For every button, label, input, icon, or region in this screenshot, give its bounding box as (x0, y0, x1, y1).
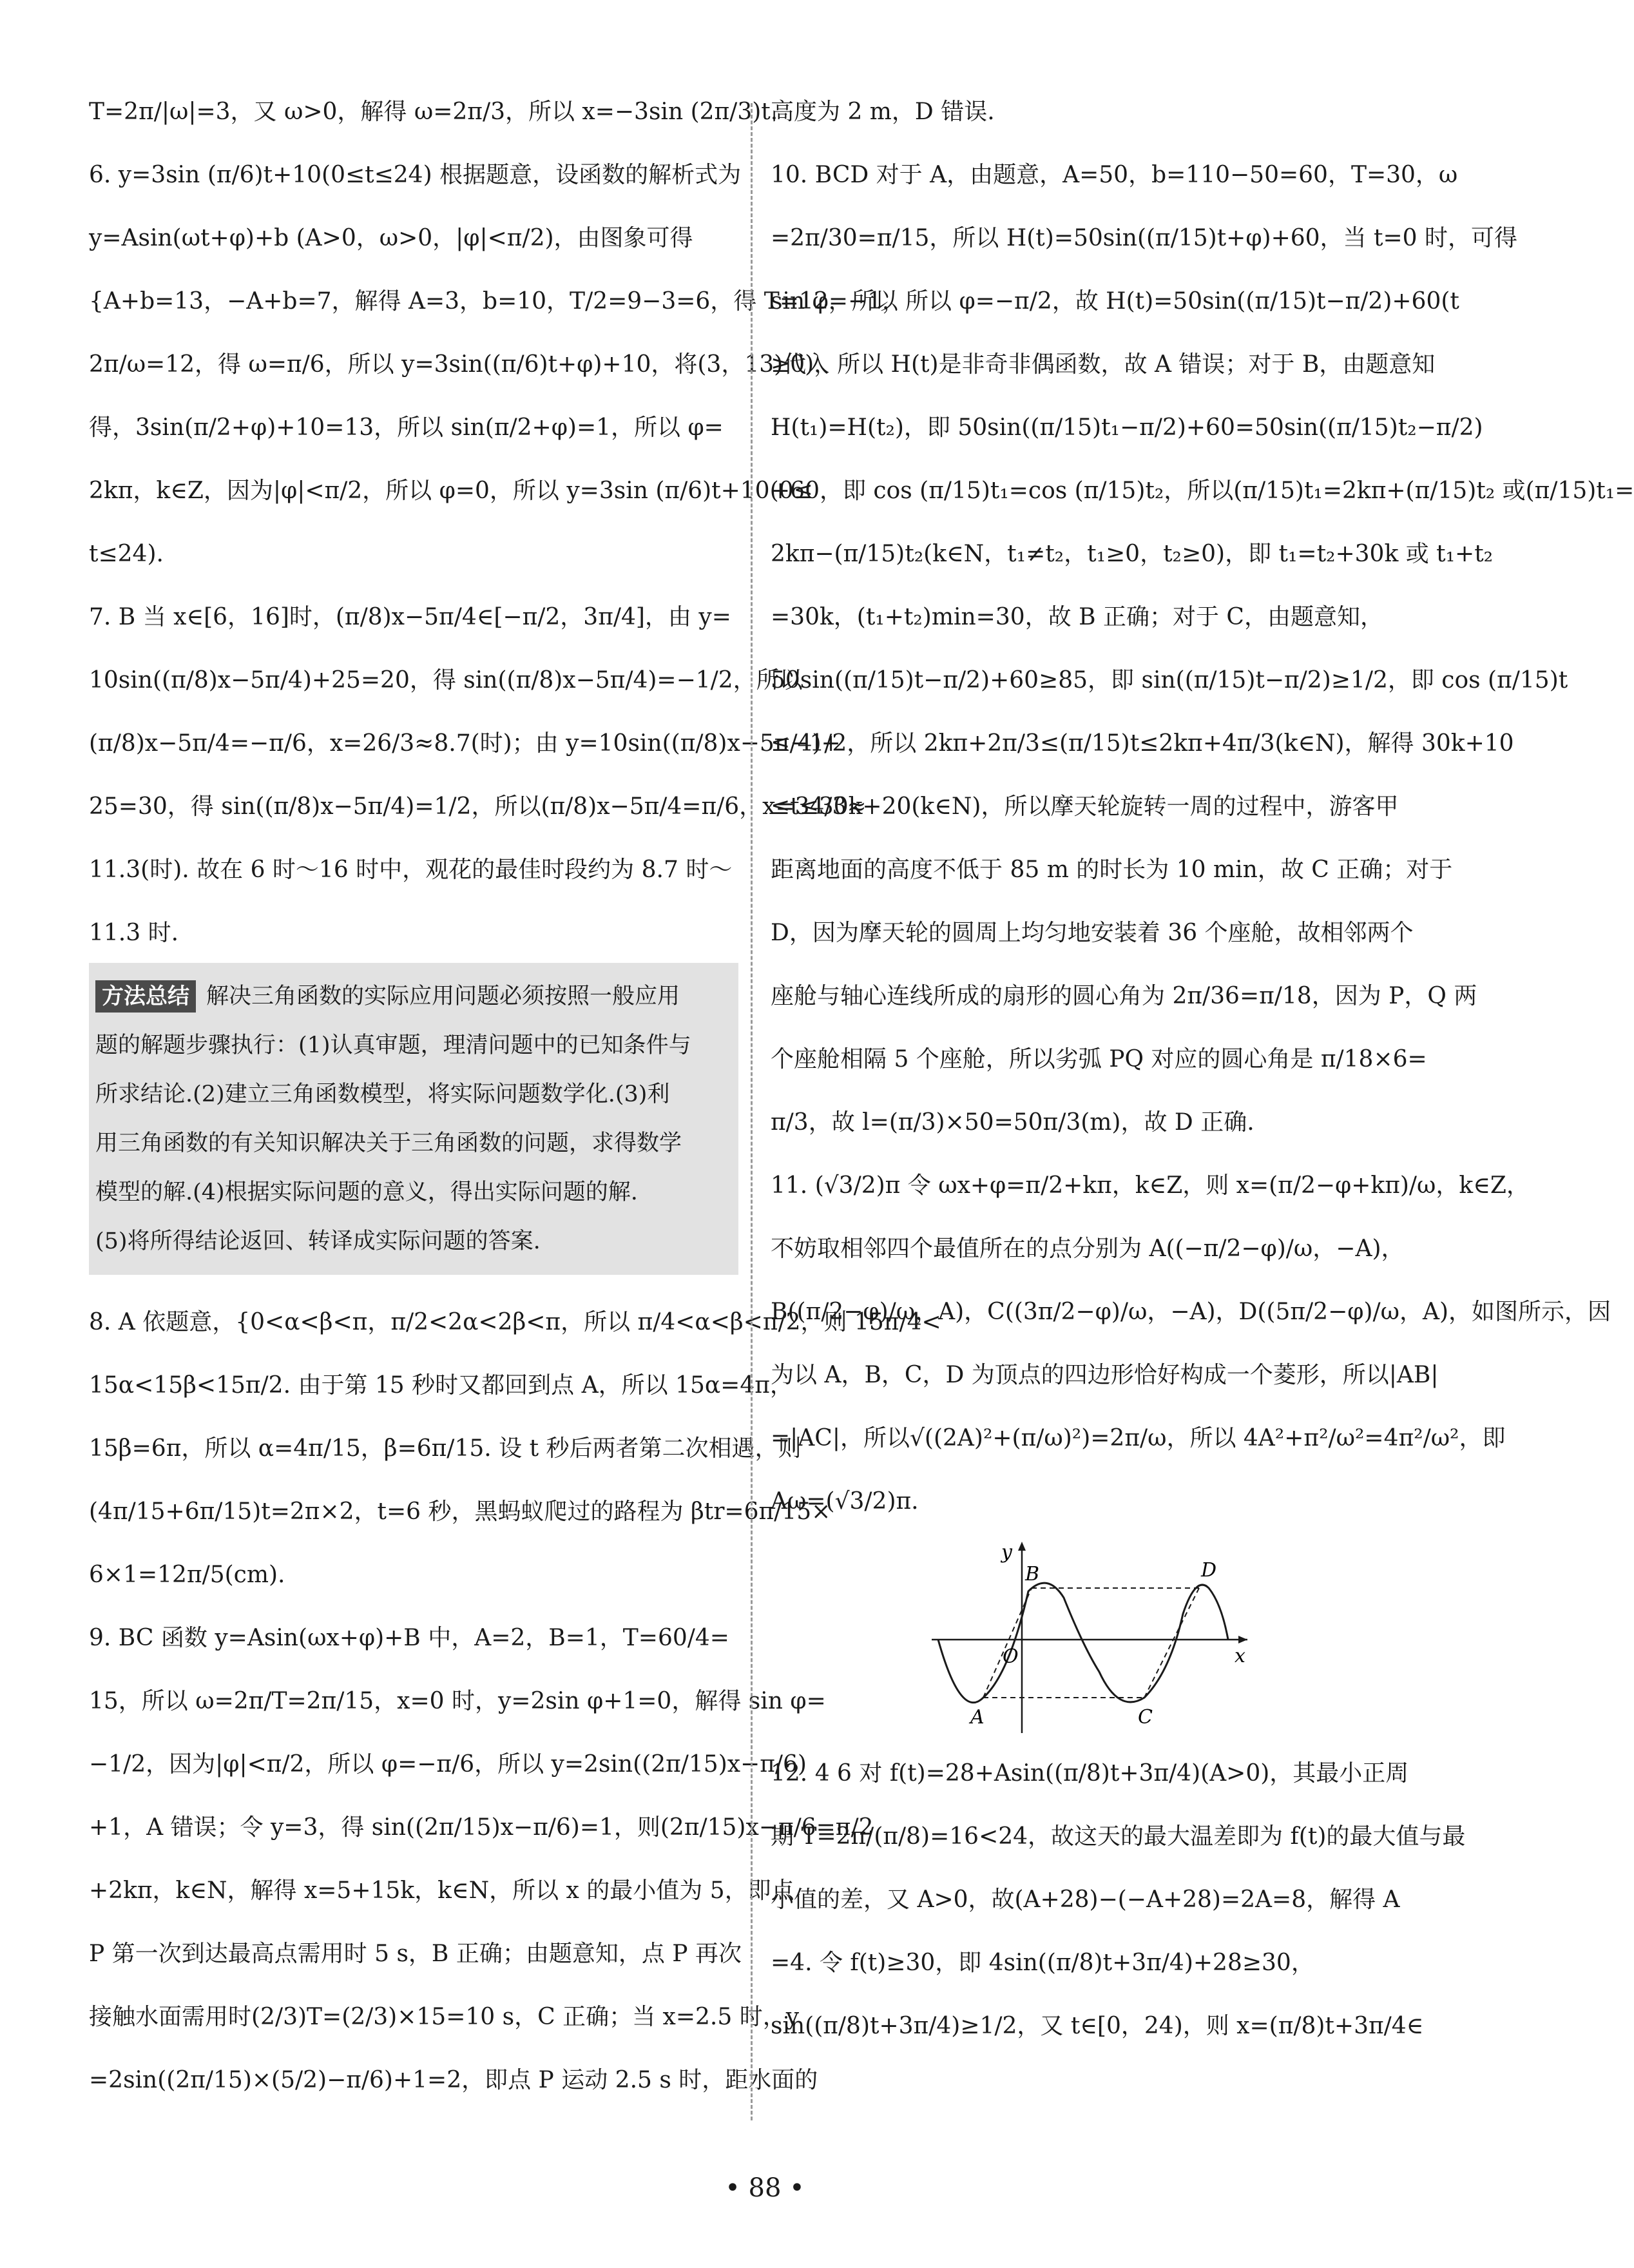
text-line: 不妨取相邻四个最值所在的点分别为 A((−π/2−φ)/ω，−A)， (771, 1236, 1405, 1262)
method-summary-text: 解决三角函数的实际应用问题必须按照一般应用 (206, 984, 680, 1009)
text-line: 25=30，得 sin((π/8)x−5π/4)=1/2，所以(π/8)x−5π/4=π/6，x=34/3≈ (89, 793, 867, 820)
text-line: Aω=(√3/2)π. (771, 1488, 919, 1515)
method-summary-line: 所求结论.(2)建立三角函数模型，将实际问题数学化.(3)利 (95, 1081, 670, 1107)
text-line: 个座舱相隔 5 个座舱，所以劣弧 PQ 对应的圆心角是 π/18×6= (771, 1046, 1427, 1072)
text-line: ≤−1/2，所以 2kπ+2π/3≤(π/15)t≤2kπ+4π/3(k∈N)，解得 30k+10 (771, 730, 1514, 757)
problem-9-line: 9. BC 函数 y=Asin(ωx+φ)+B 中，A=2，B=1，T=60/4= (89, 1625, 729, 1651)
text-line: 高度为 2 m，D 错误. (771, 99, 995, 125)
text-line: sin φ=−1，所以 φ=−π/2，故 H(t)=50sin((π/15)t−π/2)+60(t (771, 288, 1459, 315)
method-summary-line: (5)将所得结论返回、转译成实际问题的答案. (95, 1228, 541, 1254)
point-a-label: A (970, 1706, 985, 1729)
sine-rhombus-figure (925, 1536, 1260, 1736)
text-line: 距离地面的高度不低于 85 m 的时长为 10 min，故 C 正确；对于 (771, 857, 1453, 883)
cd-dashed-line (1144, 1588, 1199, 1698)
text-line: 座舱与轴心连线所成的扇形的圆心角为 2π/36=π/18，因为 P，Q 两 (771, 983, 1477, 1009)
problem-7-line: 7. B 当 x∈[6，16]时，(π/8)x−5π/4∈[−π/2，3π/4]，由 y= (89, 604, 731, 630)
sine-curve (938, 1583, 1228, 1703)
page-number: • 88 • (725, 2173, 805, 2203)
text-line: π/3，故 l=(π/3)×50=50π/3(m)，故 D 正确. (771, 1109, 1254, 1136)
origin-label: O (1003, 1645, 1019, 1668)
text-line: 15α<15β<15π/2. 由于第 15 秒时又都回到点 A，所以 15α=4π， (89, 1372, 793, 1399)
text-line: T=2π/|ω|=3，又 ω>0，解得 ω=2π/3，所以 x=−3sin (2π/3)t. (89, 99, 778, 125)
text-line: =2sin((2π/15)×(5/2)−π/6)+1=2，即点 P 运动 2.5 s 时，距水面的 (89, 2067, 818, 2093)
text-line: 11.3(时). 故在 6 时～16 时中，观花的最佳时段约为 8.7 时～ (89, 857, 733, 883)
text-line: {A+b=13，−A+b=7，解得 A=3，b=10，T/2=9−3=6，得 T=12，所以 (89, 288, 898, 315)
problem-10-line: 10. BCD 对于 A，由题意，A=50，b=110−50=60，T=30，ω (771, 162, 1458, 188)
text-line: +2kπ，k∈N，解得 x=5+15k，k∈N，所以 x 的最小值为 5，即点 (89, 1877, 794, 1904)
y-axis-arrow-icon (1018, 1542, 1026, 1551)
text-line: =|AC|，所以√((2A)²+(π/ω)²)=2π/ω，所以 4A²+π²/ω²=4π²/ω²，即 (771, 1425, 1506, 1451)
text-line: 2π/ω=12，得 ω=π/6，所以 y=3sin((π/6)t+φ)+10，将(3，13)代入 (89, 351, 830, 378)
point-b-label: B (1025, 1563, 1040, 1585)
method-summary-tag: 方法总结 (95, 980, 196, 1013)
text-line: (π/8)x−5π/4=−π/6，x=26/3≈8.7(时)；由 y=10sin((π/8)x−5π/4)+ (89, 730, 841, 757)
method-summary-first-line (95, 972, 731, 1021)
text-line: 50sin((π/15)t−π/2)+60≥85，即 sin((π/15)t−π/2)≥1/2，即 cos (π/15)t (771, 667, 1568, 693)
ab-dashed-line (983, 1588, 1032, 1698)
method-summary-box (89, 963, 738, 1275)
problem-11-line: 11. (√3/2)π 令 ωx+φ=π/2+kπ，k∈Z，则 x=(π/2−φ+kπ)/ω，k∈Z， (771, 1172, 1530, 1199)
text-line: +1，A 错误；令 y=3，得 sin((2π/15)x−π/6)=1，则(2π/15)x−π/6=π/2 (89, 1814, 874, 1841)
text-line: ≥0)，所以 H(t)是非奇非偶函数，故 A 错误；对于 B，由题意知 (771, 351, 1436, 378)
text-line: 2kπ−(π/15)t₂(k∈N，t₁≠t₂，t₁≥0，t₂≥0)，即 t₁=t₂+30k 或 t₁+t₂ (771, 541, 1494, 567)
point-d-label: D (1201, 1559, 1217, 1582)
text-line: ≤t≤30k+20(k∈N)，所以摩天轮旋转一周的过程中，游客甲 (771, 793, 1399, 820)
text-line: y=Asin(ωt+φ)+b (A>0，ω>0，|φ|<π/2)，由图象可得 (89, 225, 693, 251)
x-axis-arrow-icon (1238, 1636, 1247, 1643)
x-axis-label: x (1235, 1645, 1245, 1667)
text-line: 期 T=2π/(π/8)=16<24，故这天的最大温差即为 f(t)的最大值与最 (771, 1823, 1466, 1850)
method-summary-line: 模型的解.(4)根据实际问题的意义，得出实际问题的解. (95, 1179, 638, 1205)
text-line: 小值的差，又 A>0，故(A+28)−(−A+28)=2A=8，解得 A (771, 1886, 1400, 1913)
text-line: 接触水面需用时(2/3)T=(2/3)×15=10 s，C 正确；当 x=2.5 时，y (89, 2004, 800, 2030)
point-c-label: C (1138, 1706, 1153, 1729)
method-summary-line: 题的解题步骤执行：(1)认真审题，理清问题中的已知条件与 (95, 1032, 691, 1058)
text-line: =30k，(t₁+t₂)min=30，故 B 正确；对于 C，由题意知， (771, 604, 1383, 630)
text-line: 11.3 时. (89, 920, 179, 946)
text-line: B((π/2−φ)/ω，A)，C((3π/2−φ)/ω，−A)，D((5π/2−φ)/ω，A)，如图所示，因 (771, 1299, 1611, 1325)
column-divider (751, 103, 753, 2120)
problem-8-line: 8. A 依题意，{0<α<β<π，π/2<2α<2β<π，所以 π/4<α<β<π/2，则 15π/4< (89, 1309, 941, 1335)
text-line: 15，所以 ω=2π/T=2π/15，x=0 时，y=2sin φ+1=0，解得 sin φ= (89, 1688, 826, 1714)
text-line: t≤24). (89, 541, 164, 567)
text-line: 15β=6π，所以 α=4π/15，β=6π/15. 设 t 秒后两者第二次相遇，则 (89, 1435, 802, 1462)
text-line: =2π/30=π/15，所以 H(t)=50sin((π/15)t+φ)+60，当 t=0 时，可得 (771, 225, 1517, 251)
problem-12-line: 12. 4 6 对 f(t)=28+Asin((π/8)t+3π/4)(A>0)，其最小正周 (771, 1760, 1409, 1787)
text-line: P 第一次到达最高点需用时 5 s，B 正确；由题意知，点 P 再次 (89, 1941, 742, 1967)
right-column (771, 97, 1634, 2042)
problem-6-line: 6. y=3sin (π/6)t+10(0≤t≤24) 根据题意，设函数的解析式为 (89, 162, 742, 188)
text-line: D，因为摩天轮的圆周上均匀地安装着 36 个座舱，故相邻两个 (771, 920, 1414, 946)
y-axis-label: y (1001, 1541, 1012, 1564)
text-line: 为以 A，B，C，D 为顶点的四边形恰好构成一个菱形，所以|AB| (771, 1362, 1439, 1388)
method-summary-line: 用三角函数的有关知识解决关于三角函数的问题，求得数学 (95, 1130, 682, 1156)
text-line: 6×1=12π/5(cm). (89, 1562, 285, 1588)
text-line: (4π/15+6π/15)t=2π×2，t=6 秒，黑蚂蚁爬过的路程为 βtr=6π/15× (89, 1498, 831, 1525)
text-line: +60，即 cos (π/15)t₁=cos (π/15)t₂，所以(π/15)t₁=2kπ+(π/15)t₂ 或(π/15)t₁= (771, 478, 1634, 504)
text-line: =4. 令 f(t)≥30，即 4sin((π/8)t+3π/4)+28≥30， (771, 1950, 1314, 1976)
text-line: 10sin((π/8)x−5π/4)+25=20，得 sin((π/8)x−5π/4)=−1/2，所以 (89, 667, 803, 693)
text-line: −1/2，因为|φ|<π/2，所以 φ=−π/6，所以 y=2sin((2π/15)x−π/6) (89, 1751, 807, 1778)
text-line: 得，3sin(π/2+φ)+10=13，所以 sin(π/2+φ)=1，所以 φ= (89, 414, 724, 441)
text-line: H(t₁)=H(t₂)，即 50sin((π/15)t₁−π/2)+60=50sin((π/15)t₂−π/2) (771, 414, 1483, 441)
text-line: sin((π/8)t+3π/4)≥1/2，又 t∈[0，24)，则 x=(π/8)t+3π/4∈ (771, 2013, 1424, 2039)
text-line: 2kπ，k∈Z，因为|φ|<π/2，所以 φ=0，所以 y=3sin (π/6)t+10(0≤ (89, 478, 813, 504)
